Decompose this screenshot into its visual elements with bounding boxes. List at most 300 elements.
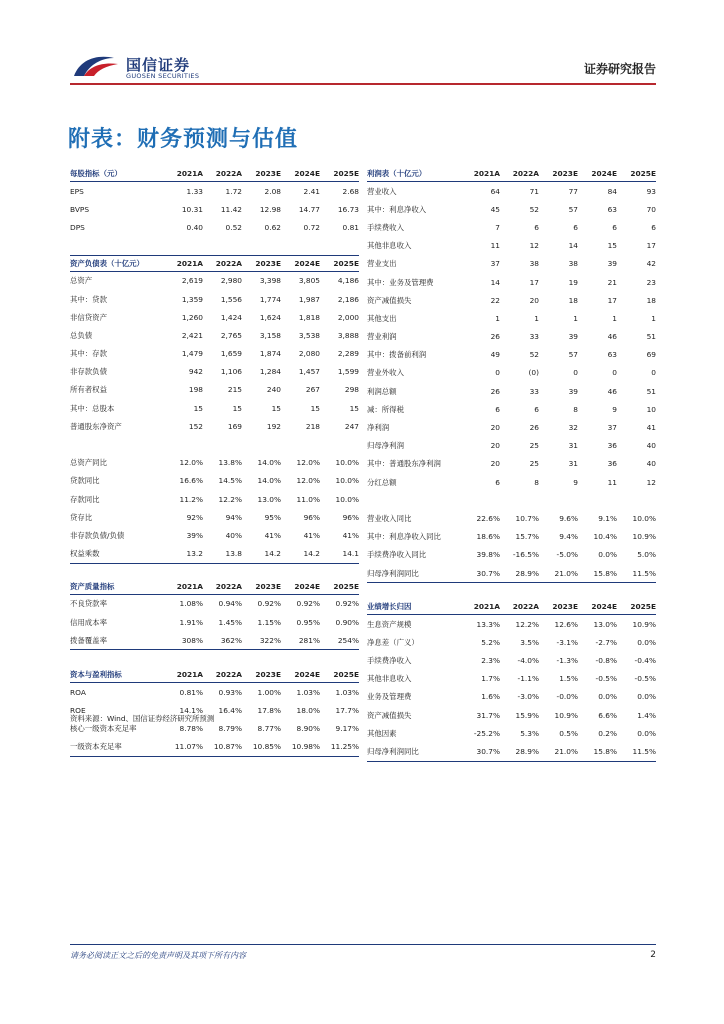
row-value: 0.93%	[218, 687, 242, 697]
row-value: 3,805	[298, 276, 320, 286]
row-value: 1,284	[259, 367, 281, 377]
table-row	[70, 490, 359, 508]
row-value: 36	[607, 459, 617, 469]
table-row	[367, 473, 656, 491]
row-value: 2.08	[264, 186, 281, 196]
row-value: -0.5%	[595, 674, 617, 684]
row-value: 20	[490, 459, 500, 469]
year-header: 2021A	[164, 256, 203, 272]
table-row	[367, 528, 656, 546]
row-value: 308%	[164, 631, 203, 650]
year-header: 2024E	[281, 166, 320, 182]
year-header: 2022A	[203, 667, 242, 683]
row-value: 14.5%	[218, 476, 242, 486]
year-header: 2021A	[164, 166, 203, 182]
table-row	[70, 526, 359, 544]
row-value: 254%	[320, 631, 359, 650]
row-label: 存款同比	[70, 494, 100, 504]
row-label: 拨备覆盖率	[70, 631, 164, 650]
row-value: 3,888	[337, 330, 359, 340]
row-value: 37	[607, 423, 617, 433]
row-value: 0.95%	[296, 617, 320, 627]
table-row	[70, 738, 359, 757]
row-value: 0.0%	[598, 692, 617, 702]
row-label: 手续费收入	[367, 222, 404, 232]
table-row	[367, 200, 656, 218]
row-value: 0.0%	[637, 692, 656, 702]
row-value: 12.0%	[296, 458, 320, 468]
row-value: 10	[646, 404, 656, 414]
row-value: 10.31	[181, 204, 203, 214]
row-value: 0.2%	[598, 728, 617, 738]
row-value: 0.72	[303, 222, 320, 232]
row-value: 0	[495, 368, 500, 378]
table-asset-quality	[70, 579, 359, 651]
row-value: 28.9%	[500, 742, 539, 761]
row-value: 22.6%	[476, 513, 500, 523]
row-label: 归母净利润同比	[367, 742, 461, 761]
row-value: 31	[568, 441, 578, 451]
row-label: 不良贷款率	[70, 599, 107, 609]
row-value: 52	[529, 204, 539, 214]
right-tables	[367, 166, 656, 762]
year-header: 2021A	[164, 667, 203, 683]
row-value: 13.8%	[218, 458, 242, 468]
year-header: 2025E	[617, 166, 656, 182]
table-header-title: 业绩增长归因	[367, 599, 461, 615]
row-value: 8.77%	[257, 724, 281, 734]
guosen-logo-icon	[70, 52, 122, 80]
row-value: 1,106	[220, 367, 242, 377]
row-label: 非存款负债	[70, 367, 107, 377]
row-value: 1.5%	[559, 674, 578, 684]
row-value: 18.0%	[296, 706, 320, 716]
row-value	[164, 435, 203, 453]
row-value: 8.79%	[218, 724, 242, 734]
row-value: 4,186	[337, 276, 359, 286]
row-label: 营业支出	[367, 259, 397, 269]
row-value: 10.0%	[335, 458, 359, 468]
row-value: 42	[646, 259, 656, 269]
row-value: 0.62	[264, 222, 281, 232]
row-value: 3.5%	[520, 637, 539, 647]
row-value: 1.6%	[481, 692, 500, 702]
row-value: 40%	[225, 530, 242, 540]
row-value: 10.4%	[593, 532, 617, 542]
row-value: 1,260	[181, 312, 203, 322]
row-value: 1,359	[181, 294, 203, 304]
row-value: 40	[646, 441, 656, 451]
row-value: 8.90%	[296, 724, 320, 734]
row-label: 核心一级资本充足率	[70, 724, 137, 734]
year-header: 2023E	[539, 599, 578, 615]
row-value: 2,000	[337, 312, 359, 322]
row-value: 26	[529, 423, 539, 433]
row-value: 1,987	[298, 294, 320, 304]
row-label: 其中：拨备前利润	[367, 350, 427, 360]
row-value	[617, 491, 656, 509]
row-value: 38	[529, 259, 539, 269]
table-row	[367, 688, 656, 706]
row-value: 51	[646, 332, 656, 342]
table-row	[367, 328, 656, 346]
row-value: 11.42	[220, 204, 242, 214]
row-value: 25	[529, 441, 539, 451]
row-value: 2,980	[220, 276, 242, 286]
year-header: 2022A	[203, 166, 242, 182]
table-header-title: 每股指标（元）	[70, 166, 164, 182]
table-row	[367, 218, 656, 236]
page-number: 2	[650, 950, 656, 960]
row-value	[578, 491, 617, 509]
row-value: 5.0%	[637, 550, 656, 560]
row-value: 0.0%	[637, 728, 656, 738]
row-value: 94%	[225, 512, 242, 522]
row-value	[539, 491, 578, 509]
row-value: 17.8%	[257, 706, 281, 716]
year-header: 2021A	[461, 166, 500, 182]
year-header: 2025E	[320, 166, 359, 182]
row-value: 3,538	[298, 330, 320, 340]
row-value: 0.40	[186, 222, 203, 232]
row-value: 14	[568, 241, 578, 251]
row-value: -0.4%	[634, 656, 656, 666]
row-value: 0.5%	[559, 728, 578, 738]
table-row	[367, 237, 656, 255]
row-value: 8	[573, 404, 578, 414]
row-label	[70, 237, 164, 256]
row-label: 总负债	[70, 330, 93, 340]
table-row	[70, 237, 359, 256]
row-value: 15	[193, 403, 203, 413]
table-row	[70, 417, 359, 435]
row-value: 20	[529, 295, 539, 305]
table-row	[70, 545, 359, 564]
row-value: 20	[490, 441, 500, 451]
row-value: 0.90%	[335, 617, 359, 627]
table-row	[367, 615, 656, 634]
logo-text-en: GUOSEN SECURITIES	[126, 72, 200, 80]
row-value: 0	[612, 368, 617, 378]
row-value: 1,479	[181, 349, 203, 359]
row-label: 其他非息收入	[367, 241, 412, 251]
table-row	[70, 363, 359, 381]
table-row	[70, 613, 359, 631]
row-label: 其中：业务及管理费	[367, 277, 434, 287]
table-row	[367, 633, 656, 651]
row-value: 15	[232, 403, 242, 413]
row-label: 资产减值损失	[367, 295, 412, 305]
row-label: 贷存比	[70, 512, 93, 522]
row-value: 21.0%	[539, 742, 578, 761]
row-value: 1,874	[259, 349, 281, 359]
row-value: 10.0%	[335, 476, 359, 486]
table-row	[70, 683, 359, 702]
page-title: 附表：财务预测与估值	[68, 127, 299, 152]
table-row	[70, 182, 359, 201]
row-value: 0.52	[225, 222, 242, 232]
row-value: 1,457	[298, 367, 320, 377]
table-row	[367, 291, 656, 309]
row-value: 39	[568, 386, 578, 396]
row-value: 11	[490, 241, 500, 251]
row-value: 0.92%	[335, 599, 359, 609]
table-row	[70, 218, 359, 236]
row-value: 57	[568, 204, 578, 214]
row-label: 总资产同比	[70, 458, 107, 468]
row-value: 0.94%	[218, 599, 242, 609]
row-label: 其中：普通股东净利润	[367, 459, 441, 469]
row-value: 63	[607, 350, 617, 360]
row-value: -4.0%	[517, 656, 539, 666]
row-value: 16.73	[337, 204, 359, 214]
row-value: 9	[612, 404, 617, 414]
row-value: 0.81%	[179, 687, 203, 697]
row-value: 1.08%	[179, 599, 203, 609]
row-value: 1.15%	[257, 617, 281, 627]
row-value: 15.7%	[515, 532, 539, 542]
row-value: 1,774	[259, 294, 281, 304]
table-row	[367, 382, 656, 400]
year-header: 2023E	[242, 166, 281, 182]
year-header: 2023E	[242, 667, 281, 683]
row-value: 215	[227, 385, 242, 395]
row-value: 2.68	[342, 186, 359, 196]
row-value: 14	[490, 277, 500, 287]
row-value: 25	[529, 459, 539, 469]
row-value: 77	[568, 186, 578, 196]
row-value: 267	[305, 385, 320, 395]
row-value: 13.8	[203, 545, 242, 564]
year-header: 2024E	[578, 599, 617, 615]
row-value: -1.3%	[556, 656, 578, 666]
row-value: 30.7%	[461, 742, 500, 761]
row-value: 64	[490, 186, 500, 196]
row-value: 6	[651, 222, 656, 232]
row-value: 15.8%	[578, 564, 617, 583]
row-label: 利润总额	[367, 386, 397, 396]
table-row	[70, 508, 359, 526]
row-value: 5.3%	[520, 728, 539, 738]
row-value: -25.2%	[473, 728, 500, 738]
year-header: 2024E	[578, 166, 617, 182]
row-value: 39.8%	[476, 550, 500, 560]
row-value: 281%	[281, 631, 320, 650]
row-label: 资产减值损失	[367, 710, 412, 720]
row-value: 17	[607, 295, 617, 305]
row-value: 5.2%	[481, 637, 500, 647]
row-value: 2.3%	[481, 656, 500, 666]
row-value: 14.0%	[257, 476, 281, 486]
year-header: 2022A	[203, 579, 242, 595]
row-value: 6.6%	[598, 710, 617, 720]
year-header: 2025E	[320, 579, 359, 595]
row-value: 3,398	[259, 276, 281, 286]
row-value: 1	[495, 313, 500, 323]
table-row	[367, 491, 656, 509]
row-value: 13.3%	[476, 619, 500, 629]
row-value	[203, 237, 242, 256]
year-header: 2024E	[281, 579, 320, 595]
row-label: 净息差（广义）	[367, 637, 419, 647]
year-header: 2025E	[320, 667, 359, 683]
row-label: 其中：存款	[70, 349, 107, 359]
row-value: 1.91%	[179, 617, 203, 627]
row-value: 26	[490, 386, 500, 396]
disclaimer-text: 请务必阅读正文之后的免责声明及其项下所有内容	[70, 951, 246, 960]
table-row	[70, 345, 359, 363]
row-value: 198	[188, 385, 203, 395]
row-value: 11.07%	[164, 738, 203, 757]
row-value: -0.8%	[595, 656, 617, 666]
row-value	[320, 435, 359, 453]
row-value: 2,289	[337, 349, 359, 359]
row-value: 1	[651, 313, 656, 323]
row-value: 10.98%	[281, 738, 320, 757]
row-label: 贷款同比	[70, 476, 100, 486]
year-header: 2024E	[281, 256, 320, 272]
row-value: 45	[490, 204, 500, 214]
row-value: 21	[607, 277, 617, 287]
row-value: 23	[646, 277, 656, 287]
row-value: 169	[227, 421, 242, 431]
row-value: 0.0%	[637, 637, 656, 647]
row-value: 17	[529, 277, 539, 287]
row-label: 净利润	[367, 423, 390, 433]
row-value: 11.2%	[179, 494, 203, 504]
row-label: 普通股东净资产	[70, 421, 122, 431]
table-row	[70, 290, 359, 308]
row-label: 其他因素	[367, 728, 397, 738]
footer-divider	[70, 944, 656, 945]
row-value: 9.4%	[559, 532, 578, 542]
row-value: 31.7%	[476, 710, 500, 720]
row-value: -0.0%	[556, 692, 578, 702]
row-value: 14.77	[298, 204, 320, 214]
row-value: 13.2	[164, 545, 203, 564]
table-row	[367, 364, 656, 382]
row-value: 1.45%	[218, 617, 242, 627]
row-value: 942	[188, 367, 203, 377]
row-value: 33	[529, 386, 539, 396]
row-value: 37	[490, 259, 500, 269]
row-value: 10.85%	[242, 738, 281, 757]
row-label: 信用成本率	[70, 617, 107, 627]
row-value: 298	[344, 385, 359, 395]
row-value: 322%	[242, 631, 281, 650]
row-value: 18	[568, 295, 578, 305]
table-row	[70, 399, 359, 417]
row-value: 93	[646, 186, 656, 196]
year-header: 2025E	[617, 599, 656, 615]
row-value: 46	[607, 332, 617, 342]
row-value: 0.92%	[296, 599, 320, 609]
table-row	[367, 652, 656, 670]
table-row	[367, 346, 656, 364]
row-value: 41	[646, 423, 656, 433]
table-row	[70, 271, 359, 290]
table-per-share	[70, 166, 359, 256]
row-label: 生息资产规模	[367, 619, 412, 629]
year-header: 2021A	[461, 599, 500, 615]
row-value: 9.6%	[559, 513, 578, 523]
table-row	[367, 418, 656, 436]
header-divider	[70, 83, 656, 85]
row-value: 13.0%	[593, 619, 617, 629]
row-value: 13.0%	[257, 494, 281, 504]
table-header-title: 利润表（十亿元）	[367, 166, 461, 182]
row-value: 46	[607, 386, 617, 396]
row-value: 10.0%	[335, 494, 359, 504]
row-value: 0	[651, 368, 656, 378]
row-value: 19	[568, 277, 578, 287]
row-label: BVPS	[70, 204, 90, 214]
row-label: 其中：贷款	[70, 294, 107, 304]
row-value: 57	[568, 350, 578, 360]
row-value: 96%	[303, 512, 320, 522]
row-label: 业务及管理费	[367, 692, 412, 702]
row-value	[320, 237, 359, 256]
row-value: 15.8%	[578, 742, 617, 761]
row-value: 18	[646, 295, 656, 305]
table-income-statement	[367, 166, 656, 583]
row-label: 其中：利息净收入同比	[367, 532, 441, 542]
row-value: 32	[568, 423, 578, 433]
row-label: 非存款负债/负债	[70, 530, 125, 540]
row-value: 8.78%	[179, 724, 203, 734]
row-value: 11.5%	[617, 742, 656, 761]
report-type: 证券研究报告	[583, 62, 656, 76]
table-row	[70, 381, 359, 399]
table-row	[367, 455, 656, 473]
row-label: 营业利润	[367, 332, 397, 342]
row-value: 1.03%	[296, 687, 320, 697]
row-value: 15.9%	[515, 710, 539, 720]
row-value: 14.0%	[257, 458, 281, 468]
row-value: 247	[344, 421, 359, 431]
row-value: -1.1%	[517, 674, 539, 684]
row-value: 16.6%	[179, 476, 203, 486]
row-value: 0.0%	[598, 550, 617, 560]
row-value: 95%	[264, 512, 281, 522]
row-value: 12	[529, 241, 539, 251]
row-value	[242, 435, 281, 453]
row-label: 其他非息收入	[367, 674, 412, 684]
table-row	[70, 200, 359, 218]
row-value: 14.1	[320, 545, 359, 564]
row-value: 14.2	[242, 545, 281, 564]
row-value: (0)	[528, 368, 539, 378]
row-value: 26	[490, 332, 500, 342]
row-value: 12.2%	[218, 494, 242, 504]
row-value: 31	[568, 459, 578, 469]
row-value: -3.1%	[556, 637, 578, 647]
row-value: -3.0%	[517, 692, 539, 702]
row-value: 16.4%	[218, 706, 242, 716]
table-row	[367, 437, 656, 455]
row-value: 11.25%	[320, 738, 359, 757]
row-value: 9.17%	[335, 724, 359, 734]
row-value: 0.81	[342, 222, 359, 232]
row-value: 84	[607, 186, 617, 196]
row-value: 71	[529, 186, 539, 196]
row-value: 1.33	[186, 186, 203, 196]
row-value: 1	[612, 313, 617, 323]
row-value: 152	[188, 421, 203, 431]
row-value	[242, 237, 281, 256]
row-value: 6	[495, 477, 500, 487]
row-value: 10.0%	[632, 513, 656, 523]
